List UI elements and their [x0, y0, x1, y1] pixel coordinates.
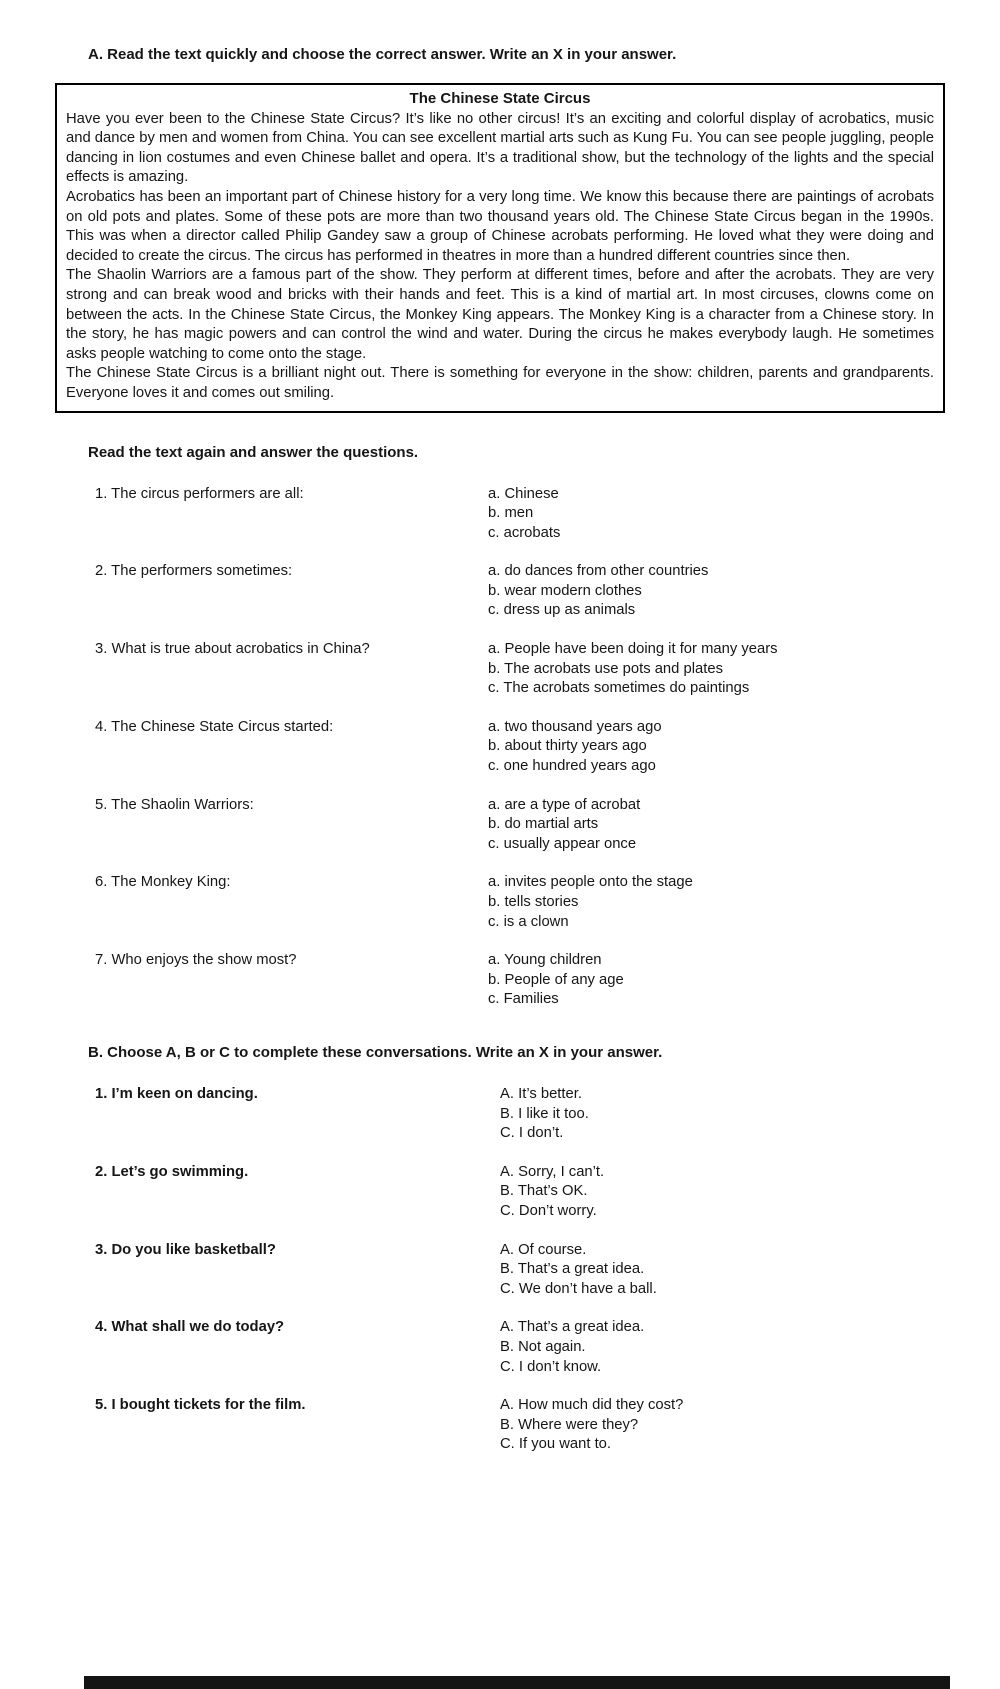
response-option[interactable]: B. That’s OK. — [500, 1183, 588, 1200]
question-text: 4. The Chinese State Circus started: — [95, 718, 334, 735]
question-block — [95, 951, 1000, 1010]
response-option[interactable]: A. That’s a great idea. — [500, 1319, 645, 1336]
conversation-prompt: 1. I’m keen on dancing. — [95, 1085, 258, 1102]
response-option[interactable]: C. I don’t know. — [500, 1358, 602, 1375]
question-text: 5. The Shaolin Warriors: — [95, 796, 254, 813]
answer-option[interactable]: b. People of any age — [488, 971, 624, 988]
question-block — [95, 796, 1000, 855]
question-options — [488, 485, 560, 544]
question-options — [488, 873, 693, 932]
answer-option[interactable]: a. Chinese — [488, 485, 559, 502]
question-text: 2. The performers sometimes: — [95, 563, 293, 580]
question-options — [488, 718, 662, 777]
answer-option[interactable]: a. Young children — [488, 952, 602, 969]
question-text: 3. What is true about acrobatics in China? — [95, 641, 370, 658]
response-option[interactable]: C. If you want to. — [500, 1436, 612, 1453]
question-options — [488, 796, 640, 855]
question-text: 6. The Monkey King: — [95, 874, 231, 891]
response-option[interactable]: A. Of course. — [500, 1241, 587, 1258]
response-option[interactable]: B. Where were they? — [500, 1416, 639, 1433]
answer-option[interactable]: a. are a type of acrobat — [488, 796, 641, 813]
conversation-options — [500, 1085, 589, 1144]
worksheet-page — [0, 46, 1000, 1455]
answer-option[interactable]: c. dress up as animals — [488, 602, 636, 619]
question-text: 1. The circus performers are all: — [95, 485, 304, 502]
question-block — [95, 640, 1000, 699]
conversation-block — [95, 1396, 1000, 1455]
answer-option[interactable]: b. men — [488, 505, 534, 522]
response-option[interactable]: C. Don’t worry. — [500, 1202, 597, 1219]
conversation-block — [95, 1318, 1000, 1377]
answer-option[interactable]: b. wear modern clothes — [488, 582, 642, 599]
conversation-block — [95, 1241, 1000, 1300]
conversation-block — [95, 1085, 1000, 1144]
conversation-options — [500, 1396, 683, 1455]
question-options — [488, 640, 778, 699]
question-block — [95, 718, 1000, 777]
answer-option[interactable]: c. usually appear once — [488, 835, 637, 852]
answer-option[interactable]: c. one hundred years ago — [488, 758, 656, 775]
conversation-block — [95, 1163, 1000, 1222]
response-option[interactable]: B. Not again. — [500, 1338, 586, 1355]
reading-paragraph: Have you ever been to the Chinese State Circus? It’s like no other circus! It’s an exciting and colorful display of acrobatics, music and dance by men and women from China. You can see excellent martial arts such as Kung Fu. You can see people juggling, people dancing in lion costumes and even Chinese ballet and opera. It’s a traditional show, but the technology of the lights and the special effects is amazing. — [66, 110, 934, 186]
answer-option[interactable]: b. The acrobats use pots and plates — [488, 660, 723, 677]
questions-header: Read the text again and answer the questions. — [88, 443, 419, 461]
reading-paragraph: Acrobatics has been an important part of Chinese history for a very long time. We know this because there are paintings of acrobats on old pots and plates. Some of these pots are more than two thousand years old. The Chinese State Circus began in the 1990s. This was when a director called Philip Gandey saw a group of Chinese acrobats performing. He loved what they were doing and decided to create the circus. The circus has performed in theatres in more than a hundred different countries since then. — [66, 188, 934, 264]
conversation-prompt: 2. Let’s go swimming. — [95, 1163, 249, 1180]
response-option[interactable]: A. Sorry, I can’t. — [500, 1163, 605, 1180]
response-option[interactable]: A. How much did they cost? — [500, 1397, 684, 1414]
answer-option[interactable]: a. People have been doing it for many years — [488, 641, 778, 658]
response-option[interactable]: B. That’s a great idea. — [500, 1261, 645, 1278]
answer-option[interactable]: b. about thirty years ago — [488, 738, 647, 755]
response-option[interactable]: B. I like it too. — [500, 1105, 589, 1122]
reading-passage-box — [55, 83, 945, 413]
question-options — [488, 951, 624, 1010]
section-b-header: B. Choose A, B or C to complete these conversations. Write an X in your answer. — [88, 1043, 663, 1061]
response-option[interactable]: C. We don’t have a ball. — [500, 1280, 657, 1297]
conversation-options — [500, 1318, 644, 1377]
reading-title: The Chinese State Circus — [409, 90, 591, 107]
conversation-prompt: 4. What shall we do today? — [95, 1319, 285, 1336]
conversation-options — [500, 1163, 604, 1222]
question-options — [488, 562, 708, 621]
question-block — [95, 562, 1000, 621]
conversation-prompt: 5. I bought tickets for the film. — [95, 1397, 306, 1414]
section-a-header: A. Read the text quickly and choose the correct answer. Write an X in your answer. — [88, 46, 677, 63]
reading-paragraph: The Chinese State Circus is a brilliant night out. There is something for everyone in the show: children, parents and grandparents. Everyone loves it and comes out smiling. — [66, 365, 934, 401]
question-text: 7. Who enjoys the show most? — [95, 952, 297, 969]
answer-option[interactable]: c. acrobats — [488, 524, 561, 541]
conversation-options — [500, 1241, 657, 1300]
answer-option[interactable]: c. Families — [488, 991, 559, 1008]
answer-option[interactable]: b. tells stories — [488, 894, 579, 910]
question-block — [95, 485, 1000, 544]
answer-option[interactable]: c. is a clown — [488, 913, 569, 930]
response-option[interactable]: A. It’s better. — [500, 1085, 582, 1102]
footer-bar — [84, 1676, 950, 1689]
answer-option[interactable]: a. two thousand years ago — [488, 718, 662, 735]
answer-option[interactable]: b. do martial arts — [488, 816, 599, 833]
conversation-prompt: 3. Do you like basketball? — [95, 1241, 276, 1258]
response-option[interactable]: C. I don’t. — [500, 1125, 564, 1142]
answer-option[interactable]: a. do dances from other countries — [488, 563, 709, 580]
answer-option[interactable]: c. The acrobats sometimes do paintings — [488, 680, 750, 697]
question-block — [95, 873, 1000, 932]
reading-paragraph: The Shaolin Warriors are a famous part of the show. They perform at different times, before and after the acrobats. They are very strong and can break wood and bricks with their hands and feet. This is a kind of martial art. In most circuses, clowns come on between the acts. In the Chinese State Circus, the Monkey King appears. The Monkey King is a character from a Chinese story. In the story, he has magic powers and can control the wind and water. During the circus he makes everybody laugh. He sometimes asks people watching to come onto the stage. — [66, 267, 934, 362]
answer-option[interactable]: a. invites people onto the stage — [488, 874, 693, 891]
